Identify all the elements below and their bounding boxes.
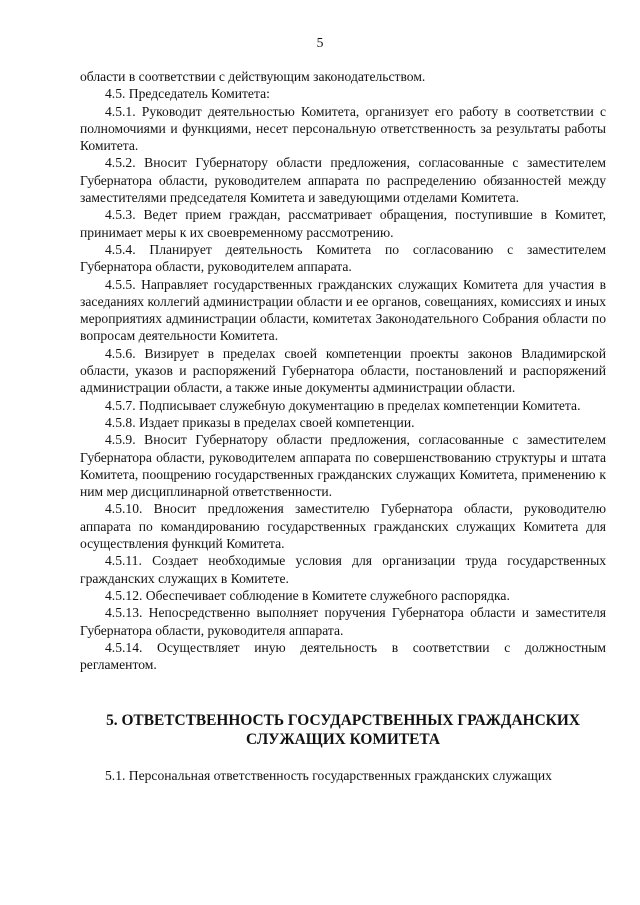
paragraph: 4.5.3. Ведет прием граждан, рассматривает обращения, поступившие в Комитет, принимает меры к их своевременному рассмотрению. [80,207,606,240]
paragraph: 4.5.2. Вносит Губернатору области предложения, согласованные с заместителем Губернатора области, руководителем аппарата по распределению обязанностей между заместителями председателя Комитета и заведующими отделами Комитета. [80,155,606,206]
paragraph: 4.5.9. Вносит Губернатору области предложения, согласованные с заместителем Губернатора области, руководителем аппарата по совершенствованию структуры и штата Комитета, поощрению государственных гражданских служащих Комитета, применению к ним мер дисциплинарной ответственности. [80,432,606,500]
paragraph: 4.5.13. Непосредственно выполняет поручения Губернатора области и заместителя Губернатора области, руководителя аппарата. [80,605,606,638]
document-body [80,68,606,785]
paragraph: 4.5.7. Подписывает служебную документацию в пределах компетенции Комитета. [105,397,581,413]
paragraph: 4.5.5. Направляет государственных гражданских служащих Комитета для участия в заседаниях коллегий администрации области и ее органов, совещаниях, комиссиях и иных мероприятиях администрации области, комитетах Законодательного Собрания области по вопросам деятельности Комитета. [80,276,606,344]
section-heading: 5. ОТВЕТСТВЕННОСТЬ ГОСУДАРСТВЕННЫХ ГРАЖДАНСКИХ СЛУЖАЩИХ КОМИТЕТА [106,712,580,749]
paragraph: 4.5.14. Осуществляет иную деятельность в соответствии с должностным регламентом. [80,639,606,673]
paragraph: 5.1. Персональная ответственность государственных гражданских служащих [105,768,552,784]
paragraph: 4.5.12. Обеспечивает соблюдение в Комитете служебного распорядка. [105,587,510,603]
paragraph: 4.5.4. Планирует деятельность Комитета по согласованию с заместителем Губернатора области, руководителем аппарата. [80,241,606,275]
paragraph: 4.5. Председатель Комитета: [105,86,270,102]
paragraph: 4.5.8. Издает приказы в пределах своей компетенции. [105,414,415,430]
paragraph: 4.5.11. Создает необходимые условия для организации труда государственных гражданских служащих в Комитете. [80,553,606,586]
paragraph: 4.5.10. Вносит предложения заместителю Губернатора области, руководителю аппарата по командированию государственных гражданских служащих Комитета для осуществления функций Комитета. [80,501,606,552]
paragraph: 4.5.1. Руководит деятельностью Комитета, организует его работу в соответствии с полномочиями и функциями, несет персональную ответственность за результаты работы Комитета. [80,103,606,154]
paragraph: 4.5.6. Визирует в пределах своей компетенции проекты законов Владимирской области, указов и распоряжений Губернатора области, постановлений и распоряжений администрации области, а также иные документы администрации области. [80,345,606,396]
paragraph: области в соответствии с действующим законодательством. [80,69,426,84]
page-number: 5 [316,35,324,50]
